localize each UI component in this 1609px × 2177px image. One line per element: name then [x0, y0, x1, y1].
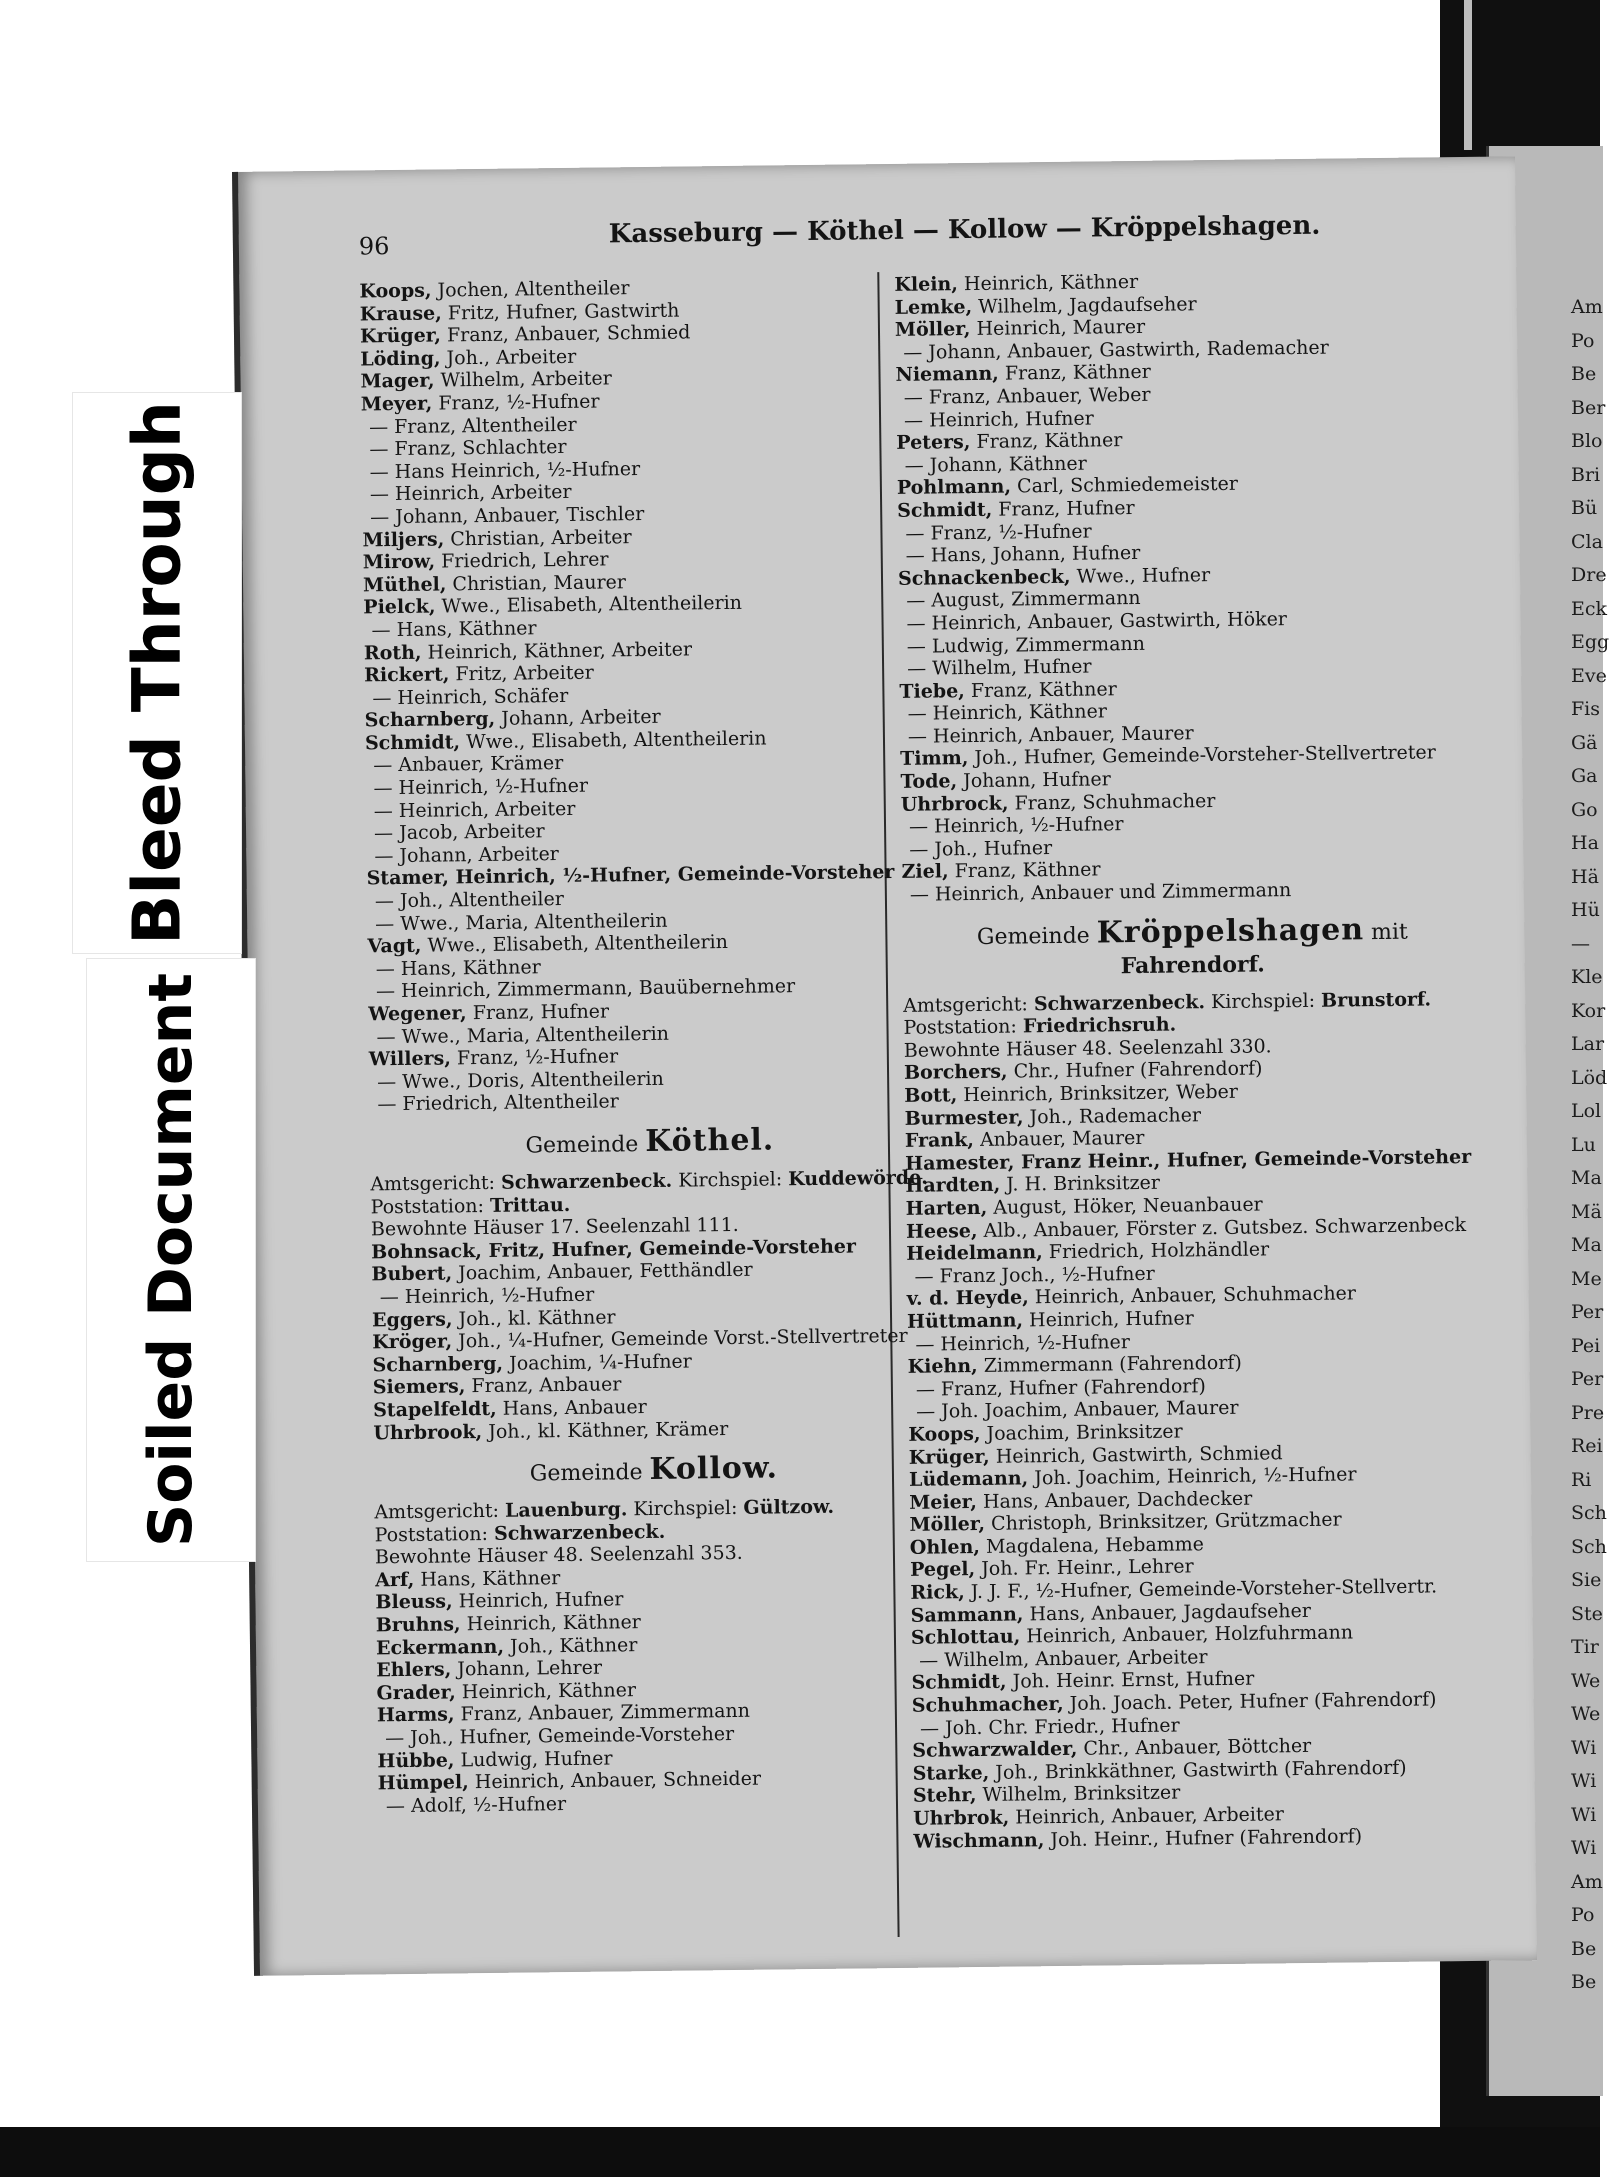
entry-surname: Möller, [909, 1513, 986, 1537]
entry-surname: Schmidt, [897, 498, 993, 522]
heading-with: mit [1363, 919, 1408, 945]
entry-details: — Heinrich, Arbeiter [369, 481, 572, 506]
entry-details: Hans, Käthner [414, 1566, 561, 1591]
entry-surname: Kröger, [372, 1330, 453, 1354]
entry-details: Wwe., Elisabeth, Altentheilerin [459, 727, 767, 754]
facing-page-text-fragment: Hä [1571, 865, 1599, 888]
court-parish-line: Amtsgericht: Schwarzenbeck. Kirchspiel: Kuddewörde. [370, 1166, 928, 1196]
entry-details: Joh., Käthner [503, 1633, 638, 1658]
section-heading-kroeppelshagen [902, 913, 1483, 984]
facing-page-text-fragment: Wi [1571, 1803, 1597, 1826]
entry-surname: Peters, [896, 431, 971, 455]
entry-details: — Joh., Hufner [909, 836, 1053, 861]
facing-page-text-fragment: Dre [1571, 564, 1607, 586]
entry-details: Franz, Anbauer, Schmied [440, 321, 691, 347]
entry-details: Wilhelm, Jagdaufseher [971, 292, 1197, 318]
entry-details: — Hans, Käthner [375, 956, 541, 981]
entry-details: Ludwig, Hufner [454, 1747, 613, 1772]
entry-details: Alb., Anbauer, Förster z. Gutsbez. Schwarzenbeck [977, 1213, 1467, 1242]
facing-page-text-fragment: Eve [1571, 664, 1607, 687]
entry-surname: Eckermann, [375, 1635, 505, 1660]
heading-prefix: Gemeinde [976, 923, 1097, 950]
entry-surname: Stapelfeldt, [373, 1397, 497, 1422]
entry-surname: Krüger, [908, 1445, 990, 1469]
entry-details: Joh. Joach. Peter, Hufner (Fahrendorf) [1063, 1688, 1437, 1715]
post-station-line: Poststation: Schwarzenbeck. [374, 1520, 666, 1547]
entry-surname: Meier, [909, 1490, 978, 1514]
entry-surname: Bubert, [371, 1262, 453, 1286]
population-line: Bewohnte Häuser 48. Seelenzahl 353. [374, 1542, 743, 1569]
entry-surname: Pegel, [909, 1558, 976, 1582]
facing-page-text-fragment: Lu [1571, 1133, 1596, 1156]
entry-details: Franz, Anbauer, Zimmermann [454, 1700, 751, 1726]
bleed-through-label: Bleed Through [72, 392, 242, 954]
left-column [359, 274, 938, 1818]
entry-details: Christian, Arbeiter [444, 525, 632, 550]
entry-details: Franz, Schuhmacher [1008, 789, 1216, 815]
section-heading-koethel [370, 1124, 930, 1164]
entry-surname: Niemann, [895, 363, 1000, 387]
entry-details: Magdalena, Hebamme [979, 1533, 1205, 1558]
entry-surname: Grader, [376, 1681, 456, 1705]
entry-details: Joachim, Brinksitzer [980, 1420, 1183, 1445]
heading-prefix: Gemeinde [525, 1131, 646, 1159]
entry-details: — Heinrich, Anbauer, Maurer [907, 722, 1194, 748]
entry-surname: Ziel, [901, 860, 949, 884]
entry-surname: Löding, [360, 347, 441, 371]
kollow-entries-list [375, 1562, 938, 1817]
entry-details: Franz, Anbauer [465, 1373, 622, 1398]
entry-surname: Bohnsack, Fritz, Hufner, Gemeinde-Vorsteher [371, 1235, 857, 1264]
entry-details: Heinrich, Anbauer, Schneider [468, 1767, 762, 1794]
entry-details: Joh., Hufner, Gemeinde-Vorsteher-Stellvertreter [968, 741, 1436, 770]
entry-details: Wwe., Elisabeth, Altentheilerin [421, 931, 729, 957]
entry-details: Heinrich, Käthner [957, 270, 1139, 296]
facing-page-text-fragment: Per [1571, 1368, 1604, 1390]
entry-surname: Stehr, [912, 1784, 977, 1808]
entry-details: Friedrich, Lehrer [435, 548, 609, 573]
entry-details: — Wwe., Doris, Altentheilerin [376, 1067, 664, 1094]
entry-surname: Roth, [363, 641, 422, 664]
entry-details: Heinrich, Käthner, Arbeiter [421, 637, 693, 664]
entry-surname: Möller, [894, 318, 971, 342]
entry-details: — Heinrich, ½-Hufner [379, 1283, 595, 1309]
entry-details: Franz, Käthner [970, 429, 1123, 454]
facing-page-text-fragment: Pei [1571, 1334, 1601, 1357]
facing-page-text-fragment: Go [1571, 798, 1598, 821]
entry-details: Joh., kl. Käthner, Krämer [482, 1417, 729, 1443]
entry-details: — Jacob, Arbeiter [373, 820, 545, 845]
entry-details: — Franz, ½-Hufner [905, 520, 1092, 545]
facing-page-text-fragment: — [1571, 932, 1590, 955]
entry-surname: Uhrbrok, [913, 1806, 1010, 1830]
entry-surname: Uhrbrock, [900, 792, 1009, 816]
entry-surname: Wischmann, [913, 1828, 1045, 1853]
entry-surname: Pielck, [363, 595, 436, 619]
entry-surname: Arf, [375, 1568, 415, 1592]
entry-details: Franz, Käthner [964, 677, 1117, 702]
facing-page-text-fragment: Löd [1571, 1066, 1608, 1089]
entry-surname: Rick, [910, 1581, 965, 1604]
entry-surname: Tiebe, [899, 679, 965, 703]
entry-details: Anbauer, Maurer [973, 1127, 1145, 1152]
entry-surname: Willers, [368, 1047, 452, 1071]
entry-surname: Ehlers, [376, 1658, 452, 1682]
entry-details: — Heinrich, ½-Hufner [908, 813, 1124, 839]
entry-details: Zimmermann (Fahrendorf) [977, 1351, 1242, 1378]
entry-surname: Schwarzwalder, [912, 1738, 1078, 1763]
entry-details: Heinrich, Brinksitzer, Weber [957, 1080, 1239, 1107]
facing-page-text-fragment: Cla [1571, 530, 1603, 553]
entry-details: Franz, Käthner [948, 858, 1101, 883]
facing-page-text-fragment: Egg [1571, 631, 1609, 653]
entry-surname: Müthel, [362, 573, 447, 597]
facing-page-text-fragment: Wi [1571, 1770, 1597, 1792]
entry-details: Fritz, Hufner, Gastwirth [441, 299, 680, 325]
facing-page-text-fragment: Wi [1571, 1837, 1597, 1859]
entry-details: Joh. Heinr., Hufner (Fahrendorf) [1044, 1824, 1363, 1851]
entry-details: — Joh., Altentheiler [374, 888, 565, 913]
page-number: 96 [358, 232, 390, 261]
page-title: Kasseburg — Köthel — Kollow — Kröppelshagen. [608, 210, 1321, 250]
facing-page-text-fragment: Tir [1571, 1636, 1599, 1658]
entry-surname: Stamer, Heinrich, ½-Hufner, Gemeinde-Vorsteher [366, 861, 895, 890]
directory-page [232, 156, 1537, 1976]
facing-page-text-fragment: Lar [1571, 1033, 1605, 1055]
entry-surname: Heidelmann, [906, 1241, 1043, 1265]
entry-surname: Hüttmann, [906, 1309, 1024, 1333]
facing-page-text-fragment: Eck [1571, 597, 1608, 620]
facing-page-text-fragment: Bü [1571, 497, 1598, 519]
entry-surname: Siemers, [372, 1375, 466, 1399]
entry-details: — August, Zimmermann [906, 587, 1141, 613]
scanner-edge-gap [1464, 0, 1472, 150]
entry-surname: Uhrbrook, [373, 1420, 483, 1444]
left-entries-list [359, 274, 929, 1117]
entry-details: — Heinrich, Schäfer [372, 684, 569, 710]
right-entries-list [894, 267, 1482, 907]
facing-page-text-fragment: Kor [1571, 999, 1606, 1022]
entry-details: Heinrich, Käthner [460, 1611, 641, 1636]
entry-details: Joh. Heinr. Ernst, Hufner [1006, 1668, 1255, 1694]
entry-details: Friedrich, Holzhändler [1042, 1238, 1270, 1264]
facing-page-text-fragment: Am [1571, 1870, 1603, 1893]
entry-details: Joh., Brinkkäthner, Gastwirth (Fahrendorf) [989, 1756, 1407, 1784]
entry-details: Joh., Rademacher [1023, 1103, 1202, 1128]
post-station-line: Poststation: Friedrichsruh. [903, 1013, 1177, 1040]
entry-surname: Hümpel, [377, 1771, 469, 1795]
entry-details: Heinrich, Gastwirth, Schmied [989, 1441, 1283, 1468]
entry-details: Franz, Hufner [992, 496, 1135, 521]
facing-page-text-fragment: Ha [1571, 832, 1599, 854]
entry-details: Wwe., Elisabeth, Altentheilerin [435, 592, 743, 618]
entry-details: Wilhelm, Brinksitzer [976, 1781, 1181, 1807]
entry-details: — Hans, Johann, Hufner [905, 542, 1141, 567]
entry-surname: Borchers, [903, 1060, 1008, 1085]
entry-details: Heinrich, Anbauer, Arbeiter [1009, 1803, 1284, 1829]
entry-surname: Timm, [900, 747, 969, 771]
entry-details: — Heinrich, Anbauer und Zimmermann [909, 879, 1292, 906]
entry-details: — Hans, Käthner [371, 617, 537, 642]
entry-details: — Johann, Anbauer, Tischler [370, 502, 645, 529]
facing-page-text-fragment: Me [1571, 1267, 1602, 1290]
entry-surname: Meyer, [360, 392, 433, 416]
entry-surname: Burmester, [904, 1105, 1024, 1130]
entry-surname: Scharnberg, [364, 708, 496, 732]
koethel-entries-list [371, 1234, 933, 1444]
entry-surname: Kiehn, [907, 1355, 978, 1378]
kroeppelshagen-entries-list [904, 1055, 1494, 1853]
entry-details: — Johann, Arbeiter [374, 842, 559, 868]
entry-details: — Heinrich, ½-Hufner [915, 1330, 1131, 1356]
entry-details: Franz, Hufner [466, 1000, 610, 1025]
facing-page-text-fragment: Ber [1571, 396, 1606, 419]
entry-details: Christoph, Brinksitzer, Grützmacher [984, 1508, 1342, 1536]
facing-page-text-fragment: Rei [1571, 1435, 1603, 1457]
facing-page-text-fragment: We [1571, 1669, 1601, 1692]
entry-surname: Rickert, [364, 663, 450, 687]
entry-details: Heinrich, Hufner [1022, 1307, 1194, 1332]
entry-details: — Heinrich, Anbauer, Gastwirth, Höker [906, 608, 1288, 635]
entry-surname: Harms, [376, 1703, 455, 1727]
entry-details: Heinrich, Anbauer, Holzfuhrmann [1020, 1621, 1354, 1648]
population-line: Bewohnte Häuser 17. Seelenzahl 111. [370, 1214, 739, 1241]
entry-details: Heinrich, Hufner [452, 1588, 624, 1613]
entry-details: Joh., Arbeiter [440, 345, 577, 370]
facing-page-text-fragment: Kle [1571, 966, 1603, 988]
entry-surname: Klein, [894, 273, 959, 296]
entry-details: Hans, Anbauer, Jagdaufseher [1023, 1599, 1312, 1626]
entry-surname: Sammann, [910, 1603, 1024, 1627]
entry-details: Joh., kl. Käthner [452, 1305, 616, 1330]
facing-page-text-fragment: Po [1571, 329, 1595, 352]
entry-details: Heinrich, Käthner [455, 1679, 637, 1704]
entry-details: — Franz, Hufner (Fahrendorf) [915, 1374, 1207, 1401]
entry-surname: Schuhmacher, [911, 1692, 1064, 1717]
entry-details: — Wilhelm, Hufner [906, 655, 1092, 680]
entry-details: Heinrich, Anbauer, Schuhmacher [1028, 1282, 1357, 1309]
facing-page-text-fragment: Be [1571, 363, 1597, 385]
facing-page-text-fragment: Blo [1571, 430, 1603, 452]
facing-page-text-fragment: Gä [1571, 731, 1598, 754]
entry-surname: Ohlen, [909, 1535, 981, 1559]
facing-page-text-fragment: Be [1571, 1937, 1597, 1960]
facing-page-text-fragment: Am [1571, 296, 1603, 318]
entry-surname: Krause, [359, 302, 442, 326]
entry-details: — Joh. Joachim, Anbauer, Maurer [916, 1397, 1239, 1424]
population-line: Bewohnte Häuser 48. Seelenzahl 330. [903, 1035, 1272, 1062]
entry-details: — Joh. Chr. Friedr., Hufner [919, 1714, 1180, 1740]
entry-surname: Schmidt, [911, 1671, 1007, 1695]
court-parish-line: Amtsgericht: Lauenburg. Kirchspiel: Gültzow. [374, 1495, 835, 1524]
entry-details: Franz, ½-Hufner [450, 1045, 619, 1070]
entry-details: Wilhelm, Arbeiter [434, 367, 612, 392]
heading-name: Kollow. [649, 1450, 779, 1488]
entry-details: Franz, ½-Hufner [432, 390, 600, 415]
entry-details: — Johann, Käthner [904, 452, 1087, 477]
entry-surname: Tode, [900, 770, 958, 793]
entry-details: — Wwe., Maria, Altentheilerin [376, 1022, 670, 1048]
facing-page-text-fragment: Ri [1571, 1468, 1592, 1491]
entry-surname: Mager, [360, 369, 435, 393]
entry-details: Christian, Maurer [446, 570, 627, 596]
entry-surname: Bruhns, [375, 1613, 461, 1637]
facing-page-text-fragment: Sie [1571, 1569, 1602, 1591]
entry-details: Johann, Hufner [956, 768, 1111, 793]
entry-details: Joh., ¼-Hufner, Gemeinde Vorst.-Stellvertreter [451, 1324, 908, 1353]
entry-surname: Harten, [905, 1196, 988, 1220]
entry-details: Chr., Hufner (Fahrendorf) [1007, 1057, 1263, 1083]
entry-surname: Vagt, [367, 934, 422, 958]
facing-page-text-fragment: Ma [1571, 1167, 1602, 1189]
facing-page-text-fragment: Ste [1571, 1602, 1603, 1625]
facing-page-text-fragment: Pre [1571, 1401, 1605, 1424]
entry-details: Heinrich, Maurer [970, 316, 1146, 341]
entry-details: Joh. Fr. Heinr., Lehrer [975, 1555, 1194, 1581]
entry-surname: Eggers, [371, 1307, 453, 1331]
entry-surname: Schmidt, [364, 731, 461, 755]
entry-surname: Hübbe, [377, 1749, 455, 1772]
entry-surname: Koops, [359, 279, 432, 303]
soiled-document-label: Soiled Document [86, 958, 256, 1562]
entry-details: — Joh., Hufner, Gemeinde-Vorsteher [385, 1723, 735, 1750]
court-parish-line: Amtsgericht: Schwarzenbeck. Kirchspiel: Brunstorf. [903, 988, 1432, 1017]
facing-page-text-fragment: Bri [1571, 463, 1601, 486]
entry-surname: Scharnberg, [372, 1352, 504, 1377]
entry-details: — Franz, Schlachter [369, 436, 567, 461]
facing-page-text-fragment: Lol [1571, 1100, 1602, 1122]
scanner-bottom-band [0, 2127, 1600, 2177]
entry-surname: Heese, [905, 1219, 978, 1243]
entry-details: — Ludwig, Zimmermann [906, 632, 1146, 658]
entry-details: — Franz, Anbauer, Weber [903, 383, 1151, 409]
entry-details: — Friedrich, Altentheiler [377, 1090, 619, 1116]
entry-details: Johann, Arbeiter [495, 706, 661, 731]
post-station-line: Poststation: Trittau. [370, 1193, 571, 1218]
entry-details: Johann, Lehrer [451, 1656, 603, 1681]
entry-surname: Krüger, [359, 324, 442, 348]
facing-page-text-fragment: Fis [1571, 698, 1601, 720]
right-column [894, 267, 1493, 1853]
entry-details: Joachim, ¼-Hufner [502, 1350, 692, 1375]
facing-page-text-fragment: Sch [1571, 1502, 1607, 1524]
entry-surname: Lemke, [894, 295, 973, 319]
entry-details: Jochen, Altentheiler [431, 277, 630, 302]
entry-details: Hans, Anbauer, Dachdecker [976, 1487, 1253, 1513]
facing-page-text-fragment: Po [1571, 1904, 1595, 1926]
entry-details: — Heinrich, Käthner [907, 700, 1108, 726]
entry-surname: Koops, [908, 1422, 981, 1446]
entry-details: J. J. F., ½-Hufner, Gemeinde-Vorsteher-Stellvertr. [964, 1575, 1438, 1604]
entry-details: Chr., Anbauer, Böttcher [1077, 1735, 1312, 1761]
entry-surname: Mirow, [362, 550, 436, 574]
entry-details: — Anbauer, Krämer [373, 752, 564, 777]
entry-surname: v. d. Heyde, [906, 1286, 1029, 1311]
heading-name: Köthel. [645, 1122, 775, 1159]
entry-details: — Heinrich, ½-Hufner [373, 774, 589, 800]
entry-details: August, Höker, Neuanbauer [987, 1193, 1263, 1219]
facing-page-text-fragment: We [1571, 1703, 1601, 1725]
entry-details: Franz, Käthner [998, 361, 1151, 386]
heading-prefix: Gemeinde [529, 1460, 650, 1487]
section-heading-kollow [374, 1452, 934, 1492]
entry-surname: Miljers, [362, 527, 445, 551]
entry-details: J. H. Brinksitzer [1000, 1172, 1161, 1197]
entry-details: — Heinrich, Zimmermann, Bauübernehmer [375, 975, 796, 1003]
entry-surname: Starke, [912, 1761, 990, 1785]
entry-surname: Frank, [904, 1129, 975, 1153]
facing-page-text-fragment: Mä [1571, 1200, 1602, 1223]
facing-page-text-fragment: Be [1571, 1971, 1597, 1993]
facing-page-text-fragment: Hü [1571, 899, 1600, 921]
facing-page-text-fragment: Ga [1571, 765, 1598, 787]
entry-details: — Wilhelm, Anbauer, Arbeiter [919, 1646, 1208, 1672]
entry-details: Wwe., Hufner [1070, 563, 1211, 588]
entry-surname: Bott, [904, 1084, 958, 1107]
entry-surname: Hardten, [905, 1174, 1001, 1198]
facing-page-text-fragment: Ma [1571, 1234, 1602, 1256]
entry-details: — Hans Heinrich, ½-Hufner [369, 457, 641, 484]
entry-details: — Franz Joch., ½-Hufner [914, 1262, 1155, 1288]
entry-surname: Bleuss, [375, 1590, 453, 1614]
entry-details: — Heinrich, Hufner [903, 407, 1094, 432]
entry-surname: Schnackenbeck, [897, 565, 1071, 590]
facing-page-text-fragment: Sch [1571, 1535, 1607, 1558]
entry-surname: Pohlmann, [896, 475, 1012, 500]
entry-details: Fritz, Arbeiter [449, 661, 594, 686]
facing-page-text-fragment: Per [1571, 1301, 1604, 1323]
entry-details: — Adolf, ½-Hufner [385, 1792, 567, 1818]
facing-page-text-fragment: Wi [1571, 1736, 1597, 1759]
heading-suffix: Fahrendorf. [1120, 951, 1266, 979]
entry-surname: Schlottau, [910, 1625, 1021, 1650]
entry-details: Joh. Joachim, Heinrich, ½-Hufner [1028, 1463, 1357, 1490]
entry-details: — Wwe., Maria, Altentheilerin [375, 909, 668, 935]
heading-name: Kröppelshagen [1096, 911, 1365, 951]
entry-details: Joachim, Anbauer, Fetthändler [451, 1259, 753, 1285]
entry-surname: Wegener, [368, 1002, 467, 1026]
entry-details: Carl, Schmiedemeister [1010, 473, 1239, 498]
entry-details: — Franz, Altentheiler [368, 413, 577, 438]
entry-details: — Johann, Anbauer, Gastwirth, Rademacher [903, 336, 1329, 364]
entry-details: Hans, Anbauer [496, 1395, 647, 1420]
entry-surname: Hamester, Franz Heinr., Hufner, Gemeinde-Vorsteher [905, 1145, 1472, 1175]
entry-details: — Heinrich, Arbeiter [373, 797, 576, 822]
entry-surname: Lüdemann, [908, 1467, 1029, 1491]
